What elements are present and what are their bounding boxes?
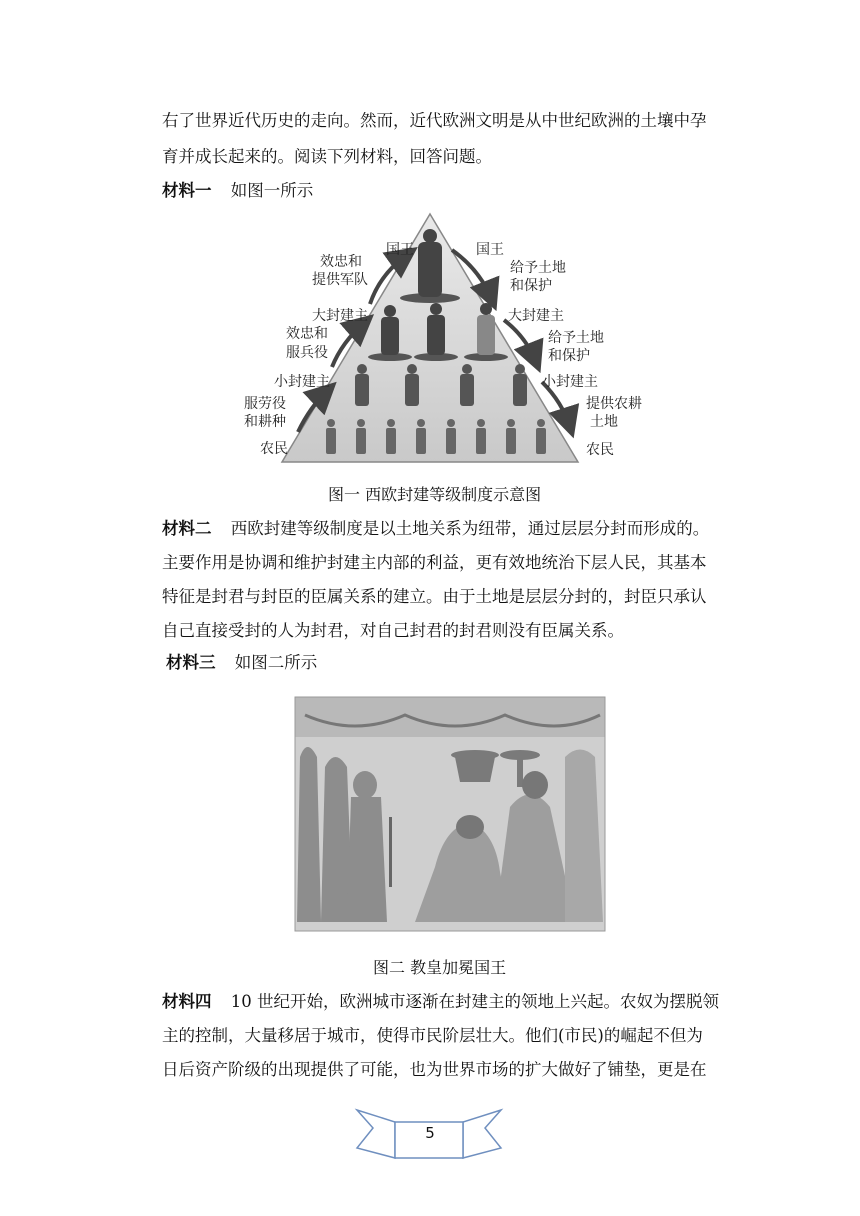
figure2-caption: 图二 教皇加冕国王 <box>373 958 507 977</box>
label-provide-farmland-1: 提供农耕 <box>586 396 642 412</box>
material1-text: 如图一所示 <box>230 181 314 200</box>
coronation-relief-image <box>295 697 605 931</box>
label-labor-farming-1: 服劳役 <box>244 396 286 412</box>
figure1-caption: 图一 西欧封建等级制度示意图 <box>328 485 542 504</box>
material3-heading <box>166 652 317 674</box>
label-loyalty-army-2: 提供军队 <box>312 272 368 288</box>
label-king-left: 国王 <box>386 242 414 258</box>
material3-label: 材料三 <box>166 653 216 672</box>
material2-line-2: 主要作用是协调和维护封建主内部的利益，更有效地统治下层人民，其基本 <box>162 553 707 572</box>
feudal-pyramid-figure <box>240 212 642 467</box>
label-give-land-2: 和保护 <box>510 278 552 294</box>
material4-label: 材料四 <box>162 992 212 1011</box>
page-number: 5 <box>425 1124 435 1142</box>
label-labor-farming-2: 和耕种 <box>244 414 286 430</box>
label-great-lord-left: 大封建主 <box>312 308 368 324</box>
label-great-lord-right: 大封建主 <box>508 308 564 324</box>
label-give-land-1: 给予土地 <box>510 260 566 276</box>
label-give-land-3: 给予土地 <box>548 330 604 346</box>
label-peasant-left: 农民 <box>260 441 288 457</box>
label-provide-farmland-2: 土地 <box>590 414 618 430</box>
material2-label: 材料二 <box>162 519 212 538</box>
label-give-land-4: 和保护 <box>548 348 590 364</box>
material2-text-1: 西欧封建等级制度是以土地关系为纽带，通过层层分封而形成的。 <box>230 519 710 538</box>
label-loyalty-service-2: 服兵役 <box>286 345 328 361</box>
label-lesser-lord-left: 小封建主 <box>274 374 330 390</box>
label-lesser-lord-right: 小封建主 <box>542 374 598 390</box>
material4-text-1: 10 世纪开始，欧洲城市逐渐在封建主的领地上兴起。农奴为摆脱领 <box>230 992 719 1011</box>
material3-text: 如图二所示 <box>234 653 318 672</box>
material4-line-2: 主的控制，大量移居于城市，使得市民阶层壮大。他们(市民)的崛起不但为 <box>162 1026 703 1045</box>
label-king-right: 国王 <box>476 242 504 258</box>
material4-line-3: 日后资产阶级的出现提供了可能，也为世界市场的扩大做好了铺垫，更是在 <box>162 1060 707 1079</box>
material4-line-1 <box>162 991 719 1013</box>
material1-heading <box>162 180 313 202</box>
material2-line-3: 特征是封君与封臣的臣属关系的建立。由于土地是层层分封的，封臣只承认 <box>162 587 707 606</box>
material1-label: 材料一 <box>162 181 212 200</box>
label-loyalty-service-1: 效忠和 <box>286 326 328 342</box>
intro-line-1: 右了世界近代历史的走向。然而，近代欧洲文明是从中世纪欧洲的土壤中孕 <box>162 111 707 130</box>
intro-line-2: 育并成长起来的。阅读下列材料，回答问题。 <box>162 147 492 166</box>
material2-line-1 <box>162 518 709 540</box>
material2-line-4: 自己直接受封的人为封君，对自己封君的封君则没有臣属关系。 <box>162 621 624 640</box>
label-loyalty-army-1: 效忠和 <box>320 254 362 270</box>
label-peasant-right: 农民 <box>586 442 614 458</box>
